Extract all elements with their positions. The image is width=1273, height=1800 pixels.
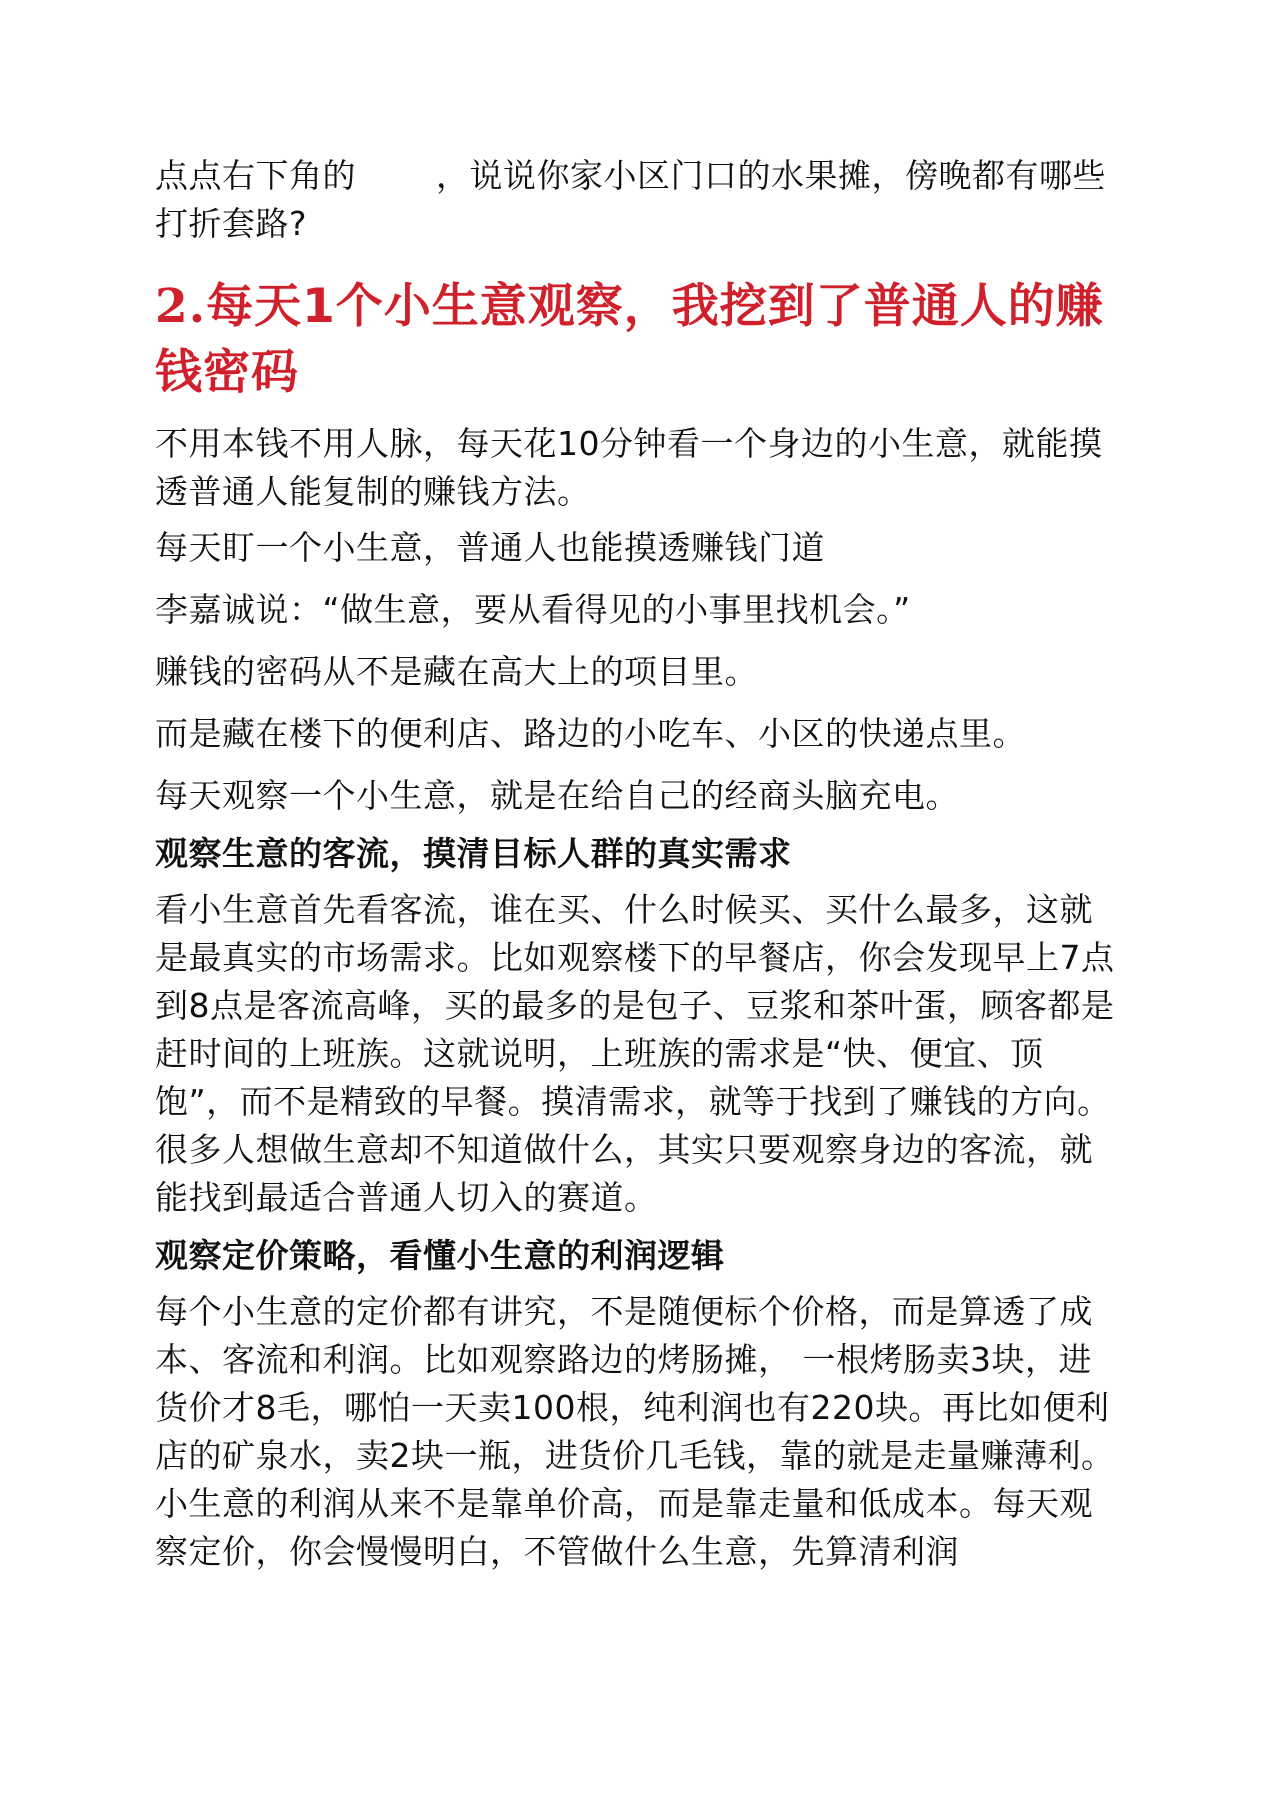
section-title: 每天1个小生意观察，我挖到了普通人的赚钱密码	[155, 279, 1104, 400]
subsection-1-body: 看小生意首先看客流，谁在买、什么时候买、买什么最多，这就是最真实的市场需求。比如观察楼下的早餐店，你会发现早上7点到8点是客流高峰，买的最多的是包子、豆浆和茶叶蛋，顾客都是赶时间的上班族。这就说明，上班族的需求是“快、便宜、顶饱”，而不是精致的早餐。摸清需求，就等于找到了赚钱的方向。很多人想做生意却不知道做什么，其实只要观察身边的客流，就能找到最适合普通人切入的赛道。	[155, 890, 1115, 1217]
section-heading	[155, 274, 1120, 406]
intro-paragraph	[155, 152, 1120, 248]
paragraph-4: 赚钱的密码从不是藏在高大上的项目里。	[155, 652, 758, 691]
paragraph-3: 李嘉诚说：“做生意，要从看得见的小事里找机会。”	[155, 590, 911, 629]
paragraph-1: 不用本钱不用人脉，每天花10分钟看一个身边的小生意，就能摸透普通人能复制的赚钱方法。	[155, 424, 1103, 511]
intro-text-before: 点点右下角的	[155, 156, 356, 195]
section-number: 2.	[155, 279, 207, 334]
paragraph-6: 每天观察一个小生意，就是在给自己的经商头脑充电。	[155, 776, 959, 815]
subsection-2-body: 每个小生意的定价都有讲究，不是随便标个价格，而是算透了成本、客流和利润。比如观察路边的烤肠摊， 一根烤肠卖3块，进货价才8毛，哪怕一天卖100根，纯利润也有220块。再比如便利店的矿泉水，卖2块一瓶，进货价几毛钱，靠的就是走量赚薄利。小生意的利润从来不是靠单价高，而是靠走量和低成本。每天观察定价，你会慢慢明白，不管做什么生意，先算清利润	[155, 1292, 1115, 1571]
blank-icon-placeholder	[356, 163, 436, 193]
subsection-2-heading: 观察定价策略，看懂小生意的利润逻辑	[155, 1236, 725, 1275]
subsection-1-heading: 观察生意的客流，摸清目标人群的真实需求	[155, 834, 792, 873]
document-content	[155, 152, 1120, 1576]
paragraph-5: 而是藏在楼下的便利店、路边的小吃车、小区的快递点里。	[155, 714, 1026, 753]
intro-text-after: ，说说你家小区门口的水果摊，傍晚都有哪些打折套路?	[155, 156, 1106, 243]
paragraph-2: 每天盯一个小生意，普通人也能摸透赚钱门道	[155, 528, 825, 567]
